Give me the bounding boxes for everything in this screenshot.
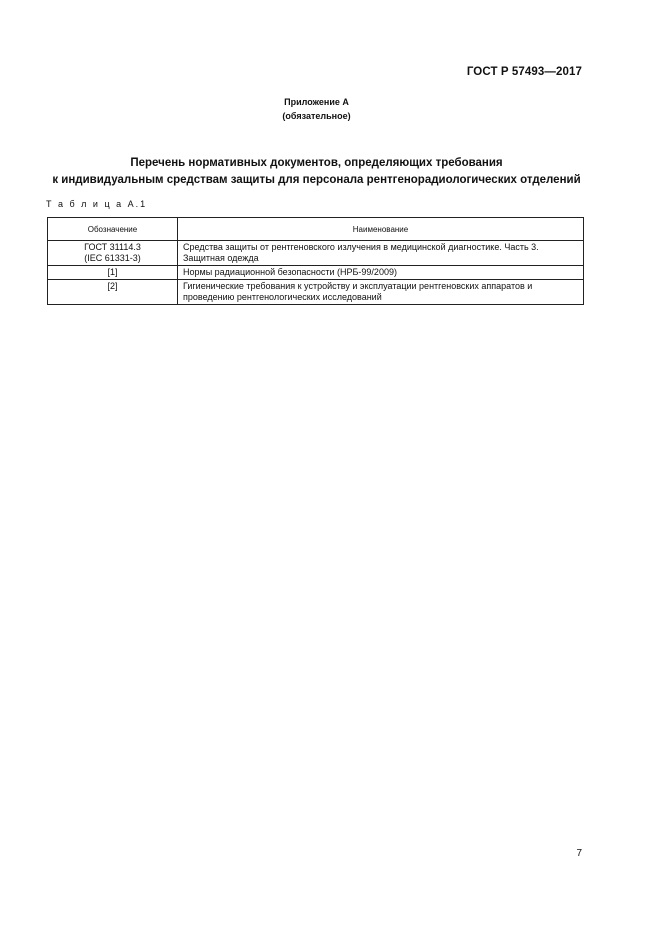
header-name: Наименование xyxy=(178,218,584,241)
designation-line: [1] xyxy=(107,267,118,277)
table-row xyxy=(48,241,584,266)
designation-cell xyxy=(48,241,178,266)
table-row xyxy=(48,266,584,280)
table-header-row xyxy=(48,218,584,241)
header-designation: Обозначение xyxy=(48,218,178,241)
annex-title-line-2: к индивидуальным средствам защиты для персонала рентгенорадиологических отделений xyxy=(52,174,581,186)
designation-line: ГОСТ 31114.3 xyxy=(84,242,141,252)
name-cell: Нормы радиационной безопасности (НРБ-99/2009) xyxy=(178,266,584,280)
table-caption: Т а б л и ц а А.1 xyxy=(46,199,148,209)
annex-title xyxy=(0,155,633,189)
name-cell: Гигиенические требования к устройству и эксплуатации рентгеновских аппаратов и проведению рентгенологических исследований xyxy=(178,280,584,305)
page-number: 7 xyxy=(576,848,582,859)
designation-line: (IEC 61331-3) xyxy=(84,253,141,263)
designation-cell xyxy=(48,280,178,305)
annex-label: Приложение А xyxy=(284,97,349,107)
designation-line: [2] xyxy=(107,281,118,291)
document-code: ГОСТ Р 57493—2017 xyxy=(466,66,582,78)
table-row xyxy=(48,280,584,305)
normative-documents-table xyxy=(47,217,584,305)
annex-status: (обязательное) xyxy=(282,111,351,121)
annex-title-line-1: Перечень нормативных документов, определяющих требования xyxy=(130,157,503,169)
designation-cell xyxy=(48,266,178,280)
annex-heading xyxy=(0,95,633,123)
name-cell: Средства защиты от рентгеновского излучения в медицинской диагностике. Часть 3. Защитная одежда xyxy=(178,241,584,266)
